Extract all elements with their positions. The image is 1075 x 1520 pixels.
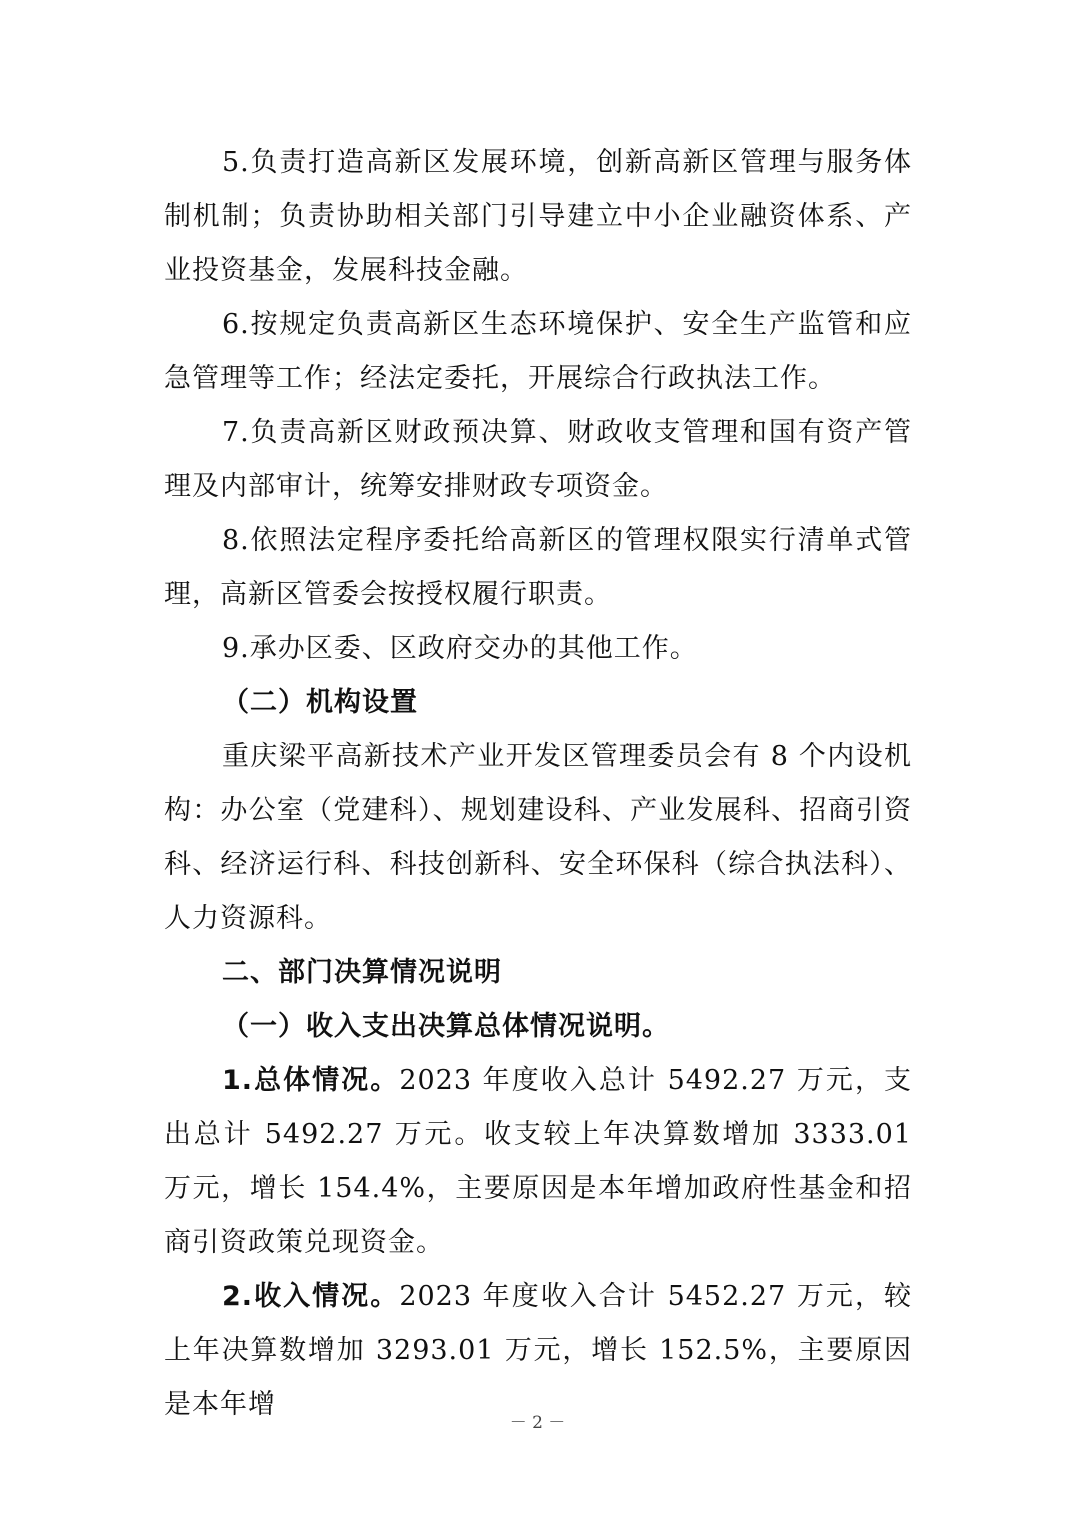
paragraph-item-5: 5.负责打造高新区发展环境，创新高新区管理与服务体制机制；负责协助相关部门引导建立中小企业融资体系、产业投资基金，发展科技金融。 xyxy=(164,147,912,286)
section-heading-org: （二）机构设置 xyxy=(222,687,418,718)
paragraph-item-7: 7.负责高新区财政预决算、财政收支管理和国有资产管理及内部审计，统筹安排财政专项资金。 xyxy=(164,417,912,502)
income-situation-lead: 2.收入情况。 xyxy=(222,1281,400,1312)
overall-situation-lead: 1.总体情况。 xyxy=(222,1065,400,1096)
overall-situation-text: 2023 年度收入总计 5492.27 万元，支出总计 5492.27 万元。收支较上年决算数增加 3333.01 万元，增长 154.4%，主要原因是本年增加政府性基金和招商引资政策兑现资金。 xyxy=(164,1065,912,1258)
paragraph-item-6: 6.按规定负责高新区生态环境保护、安全生产监管和应急管理等工作；经法定委托，开展综合行政执法工作。 xyxy=(164,309,912,394)
income-situation-text: 2023 年度收入合计 5452.27 万元，较上年决算数增加 3293.01 万元，增长 152.5%，主要原因是本年增 xyxy=(164,1281,912,1420)
page-number: － 2 － xyxy=(509,1413,566,1433)
subsection-heading-overall: （一）收入支出决算总体情况说明。 xyxy=(222,1011,670,1042)
document-body xyxy=(164,136,912,1432)
section-heading-budget: 二、部门决算情况说明 xyxy=(222,957,502,988)
paragraph-item-9: 9.承办区委、区政府交办的其他工作。 xyxy=(222,633,698,664)
org-structure-paragraph: 重庆梁平高新技术产业开发区管理委员会有 8 个内设机构：办公室（党建科）、规划建设科、产业发展科、招商引资科、经济运行科、科技创新科、安全环保科（综合执法科）、人力资源科。 xyxy=(164,741,912,934)
paragraph-item-8: 8.依照法定程序委托给高新区的管理权限实行清单式管理，高新区管委会按授权履行职责。 xyxy=(164,525,912,610)
overall-situation-paragraph xyxy=(164,1054,912,1270)
